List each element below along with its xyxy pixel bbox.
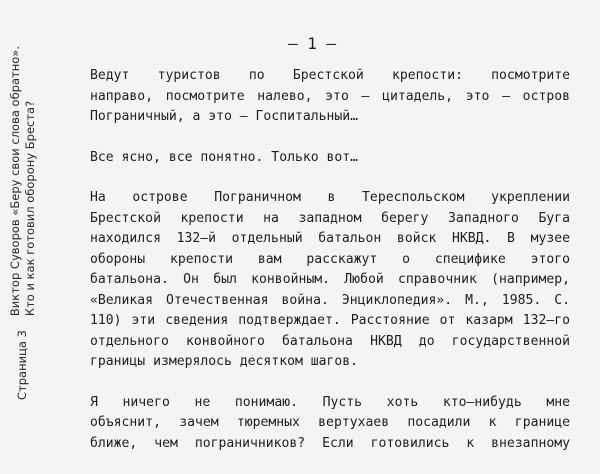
page-label: Страница 3 [15, 330, 29, 400]
body-text [90, 66, 570, 474]
margin-header [8, 30, 66, 400]
book-title-line-2: Кто и как готовил оборону Бреста? [23, 100, 37, 317]
text-line: границы измерялось десятком шагов. [90, 354, 359, 369]
text-line: ближе, чем пограничников? Если готовились к внезапному [90, 435, 570, 451]
text-line: батальона. Он был конвойным. Любой справочник (например, [90, 272, 570, 287]
text-line: Я ничего не понимаю. Пусть хоть кто–нибудь мне [90, 394, 570, 410]
paragraph [90, 66, 570, 128]
page-number: – 1 – [288, 34, 337, 53]
paragraph [90, 148, 570, 169]
text-line: На острове Пограничном в Тереспольском укреплении [90, 190, 570, 205]
text-line: Брестской крепости на западном берегу Западного Буга [90, 210, 570, 226]
text-line: Пограничный, а это – Госпитальный… [90, 109, 359, 124]
text-line: направо, посмотрите налево, это – цитадель, это – остров [90, 88, 570, 104]
book-title-line-1: Виктор Суворов «Беру свои слова обратно». [8, 46, 22, 317]
paragraph [90, 393, 570, 455]
text-line: объяснит, зачем тюремных вертухаев посадили к границе [90, 415, 570, 430]
text-line: отдельного конвойного батальона НКВД до государственной [90, 333, 570, 349]
text-line: «Великая Отечественная война. Энциклопедия». М., 1985. С. [90, 292, 570, 308]
text-line: обороны крепости вам расскажут о специфике этого [90, 251, 570, 267]
text-line: 110) эти сведения подтверждает. Расстояние от казарм 132–го [90, 313, 570, 328]
text-line: Все ясно, все понятно. Только вот… [90, 149, 359, 165]
text-line: Ведут туристов по Брестской крепости: посмотрите [90, 68, 570, 83]
text-line: находился 132–й отдельный батальон войск НКВД. В музее [90, 231, 570, 246]
book-title [8, 46, 38, 316]
paragraph [90, 188, 570, 373]
